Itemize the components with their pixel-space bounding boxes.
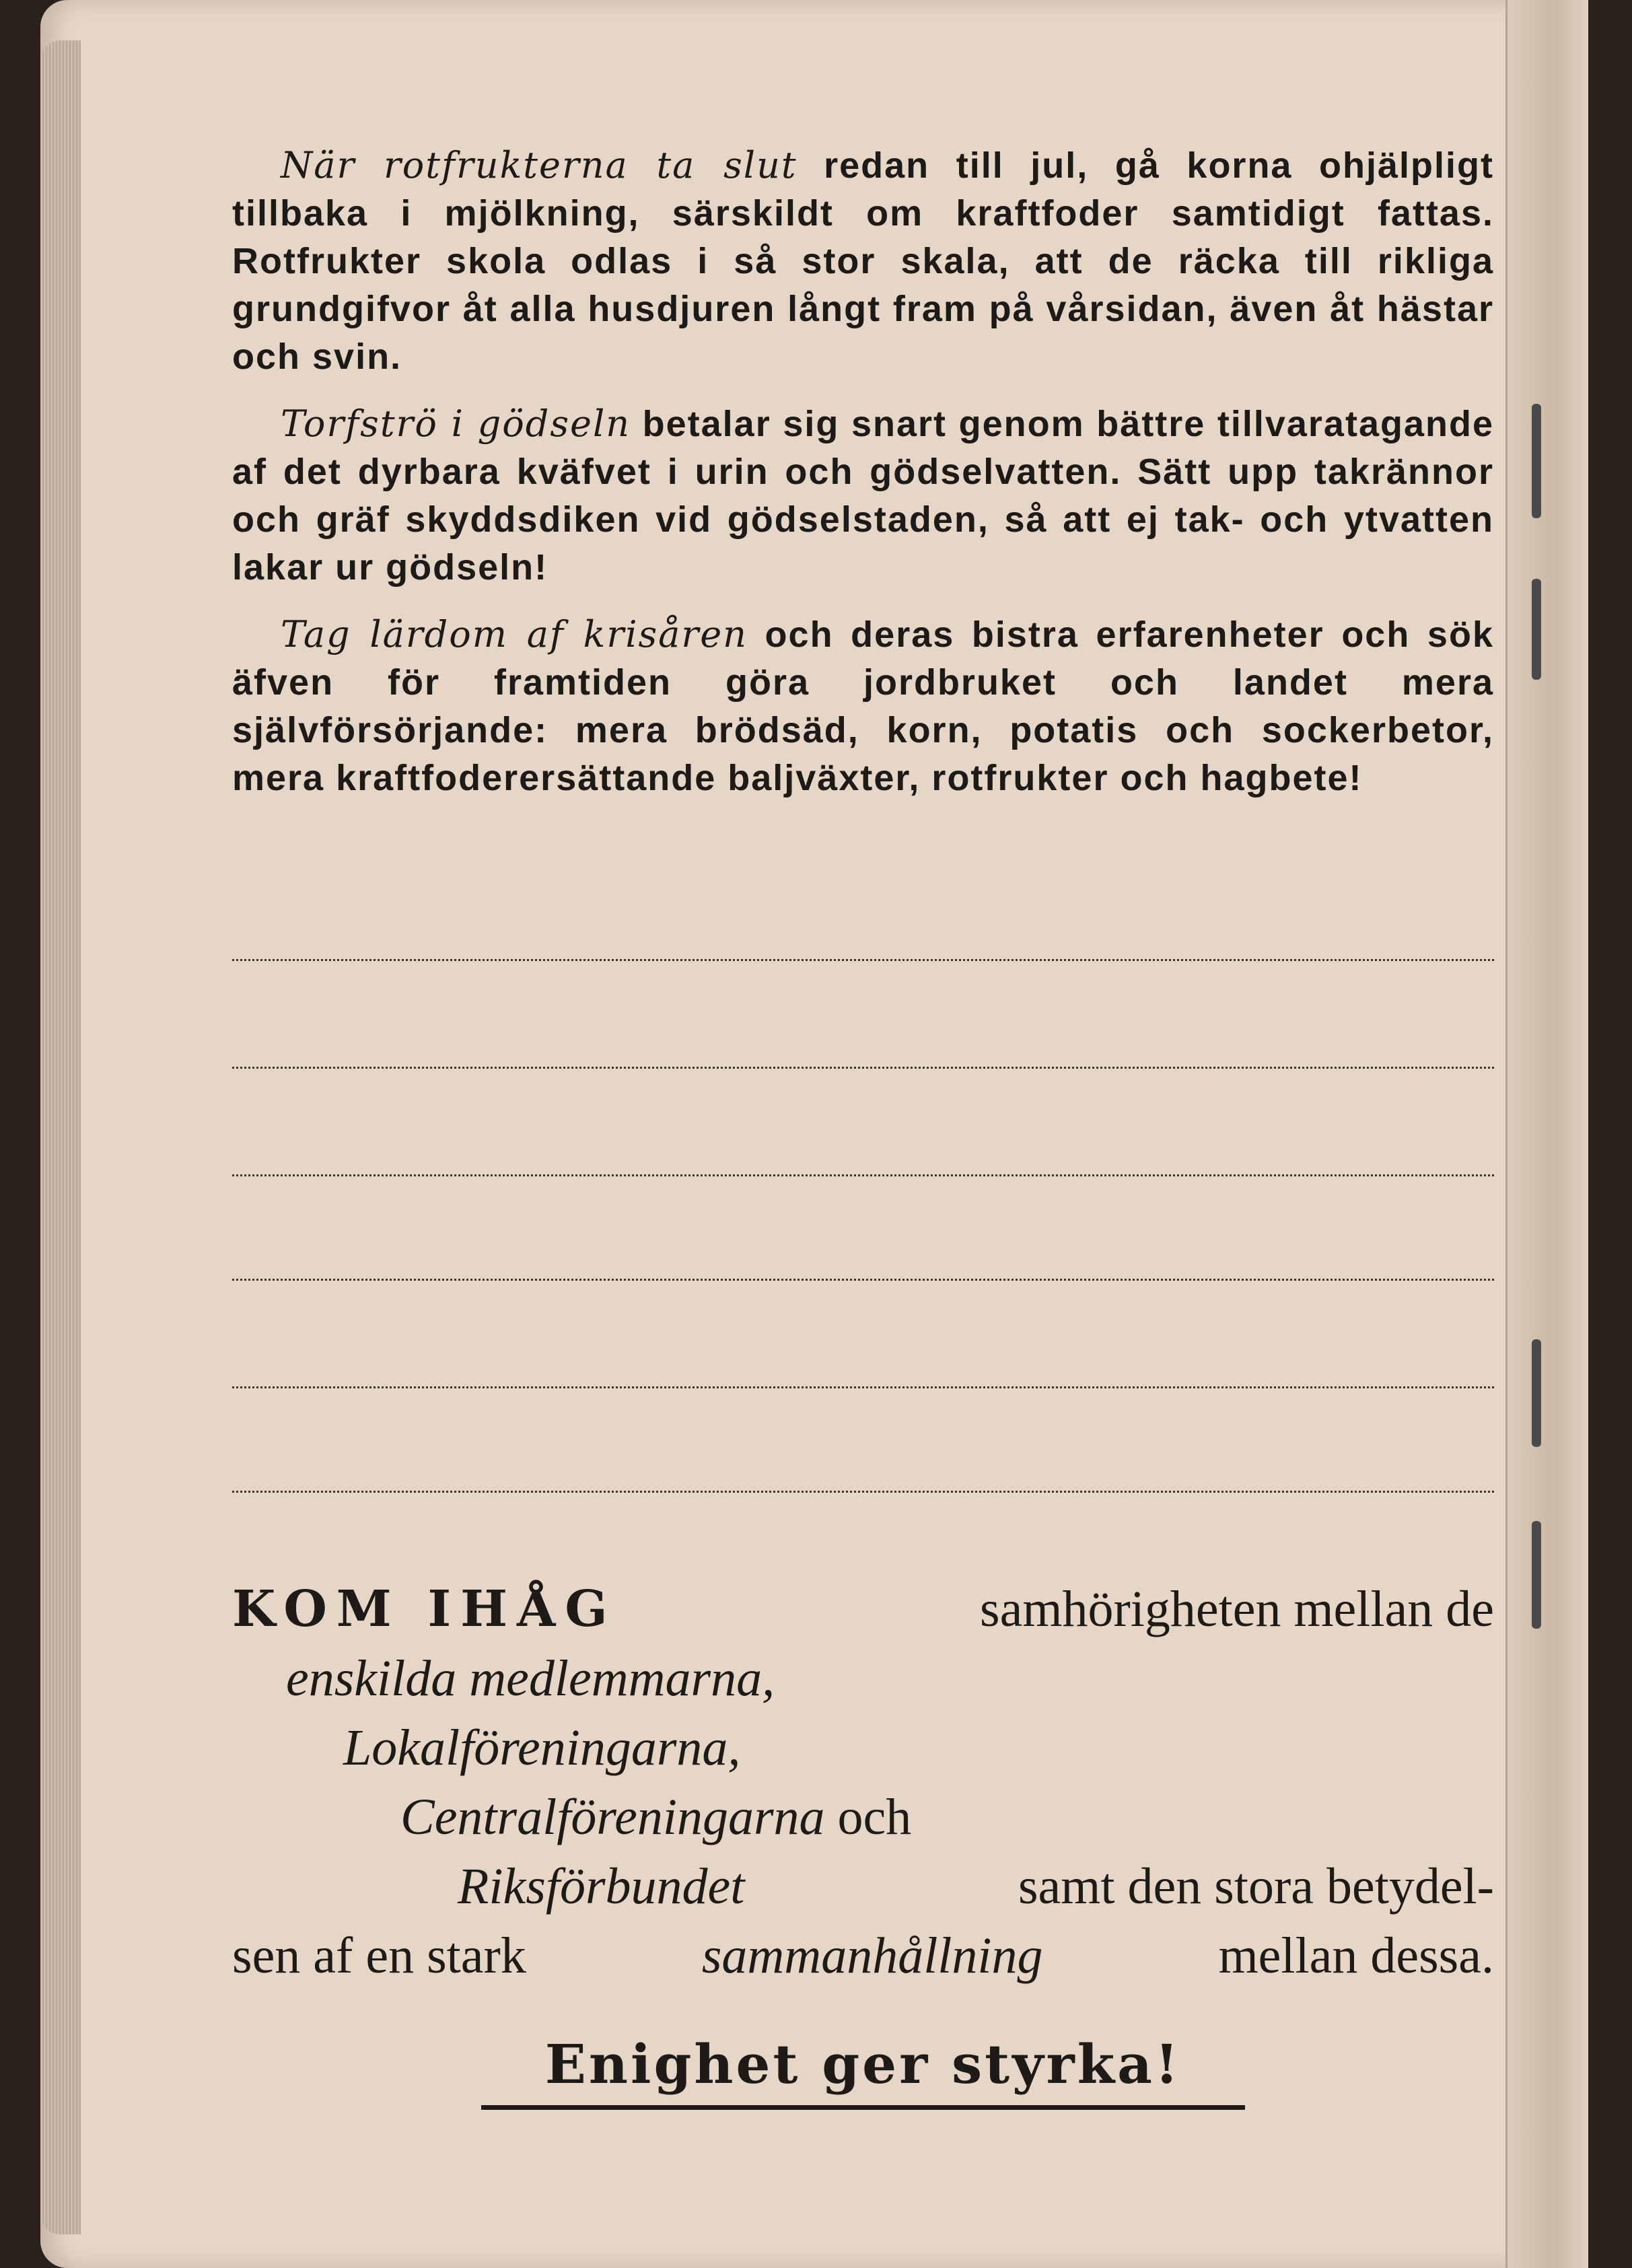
note-line	[232, 959, 1494, 961]
remember-line2: enskilda medlemmarna,	[286, 1650, 775, 1707]
paragraph-rotfrukter	[232, 141, 1494, 381]
remember-line5-italic: Riksförbundet	[458, 1858, 745, 1915]
paragraph-text: redan till jul, gå korna ohjälpligt tillbaka i mjölkning, särskildt om kraftfoder samtidigt fattas. Rotfrukter skola odlas i så stor skala, att de räcka till rikliga grundgifvor åt alla husdjuren långt fram på vårsidan, även åt hästar och svin.	[232, 145, 1494, 377]
paragraph-lead: Torfströ i gödseln	[281, 402, 631, 445]
kom-ihag-heading: KOM IHÅG	[232, 1580, 617, 1638]
paragraph-torfstro	[232, 400, 1494, 592]
remember-line1: samhörigheten mellan de	[980, 1581, 1494, 1637]
staple	[1532, 579, 1541, 680]
remember-line6b: mellan dessa.	[1218, 1927, 1494, 1984]
slogan: Enighet ger styrka!	[481, 2032, 1245, 2110]
remember-line6-italic: sammanhållning	[701, 1927, 1043, 1984]
remember-line5: samt den stora betydel-	[1018, 1858, 1494, 1915]
staple	[1532, 1521, 1541, 1629]
remember-line6a: sen af en stark	[232, 1927, 526, 1984]
staple	[1532, 1339, 1541, 1447]
remember-line4-italic: Centralföreningarna	[400, 1789, 825, 1845]
page-gutter	[1505, 0, 1588, 2268]
remember-block	[232, 1575, 1494, 1991]
note-line	[232, 1279, 1494, 1281]
paragraph-krisaren	[232, 610, 1494, 802]
note-line	[232, 1067, 1494, 1069]
paragraph-text: betalar sig snart genom bättre tillvaratagande af det dyrbara kväfvet i urin och gödselvatten. Sätt upp takrännor och gräf skyddsdiken vid gödselstaden, så att ej tak- och ytvatten lakar ur gödseln!	[232, 404, 1494, 588]
note-line	[232, 1491, 1494, 1493]
staple	[1532, 404, 1541, 518]
page-edges	[40, 40, 81, 2234]
paragraph-text: och deras bistra erfarenheter och sök äfven för framtiden göra jordbruket och landet mera självförsörjande: mera brödsäd, korn, potatis och sockerbetor, mera kraftfoderersättande baljväxter, rotfrukter och hagbete!	[232, 614, 1494, 798]
note-line	[232, 1386, 1494, 1388]
remember-line4: och	[837, 1789, 912, 1845]
paragraph-lead: Tag lärdom af krisåren	[281, 613, 748, 655]
paragraph-lead: När rotfrukterna ta slut	[281, 144, 797, 186]
note-line	[232, 1174, 1494, 1176]
page-content	[232, 141, 1494, 2096]
remember-line3: Lokalföreningarna,	[343, 1720, 741, 1776]
